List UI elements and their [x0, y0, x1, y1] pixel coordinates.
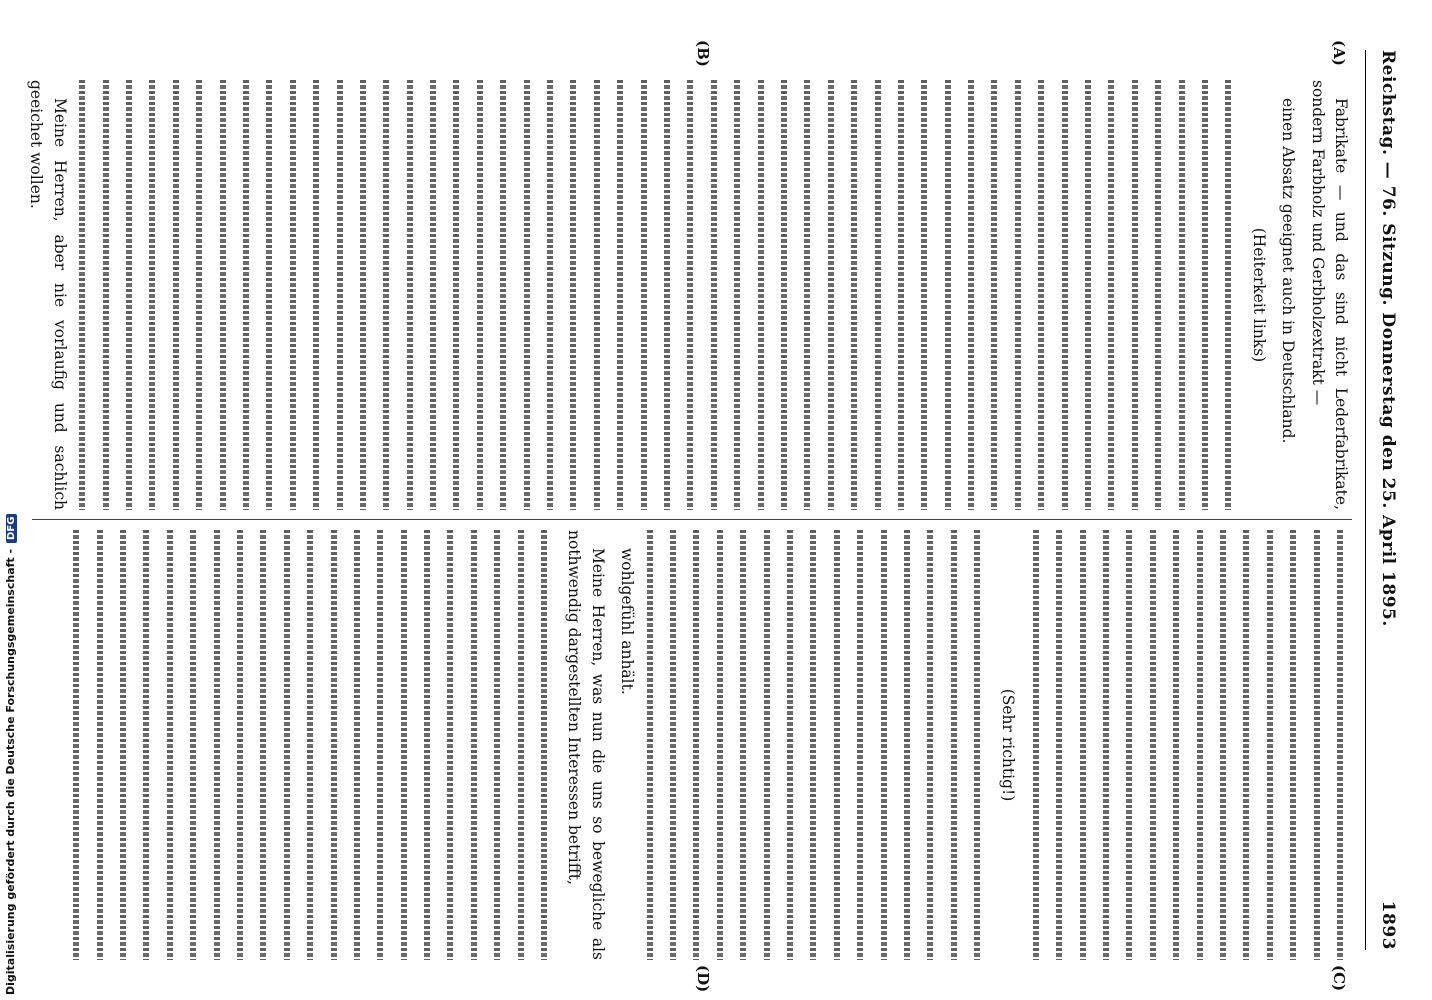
margin-marker-b: (B)	[694, 40, 712, 67]
header-rule	[1365, 50, 1366, 950]
paragraph: Meine Herren, was nun die uns so bewegliche als nothwendig dargestellten Interessen betrifft,	[565, 530, 607, 960]
margin-marker-d: (D)	[694, 965, 712, 993]
illegible-text-block	[638, 530, 989, 960]
footer-strip	[0, 0, 20, 1000]
interjection: (Heiterkeit links)	[1249, 227, 1268, 363]
dfg-logo: DFG	[6, 514, 17, 543]
paragraph: wohlgefühl anhält.	[618, 548, 637, 695]
digitization-credit	[4, 514, 17, 995]
column-divider	[32, 519, 1352, 520]
page-number: 1893	[1378, 900, 1398, 950]
illegible-text-block	[71, 80, 1241, 510]
credit-text: Digitalisierung gefördert durch die Deutsche Forschungsgemeinschaft -	[4, 548, 17, 995]
margin-marker-c: (C)	[1330, 965, 1348, 992]
right-column	[32, 530, 1352, 960]
left-column	[27, 80, 1352, 510]
illegible-text-block	[65, 530, 556, 960]
rotated-page	[12, 10, 1412, 993]
paragraph: Meine Herren, aber nie vorlaufig und sachlich geeichet wollen.	[27, 80, 69, 510]
interjection: (Sehr richtig!)	[998, 688, 1017, 802]
paragraph: einen Absatz geeignet auch in Deutschland.	[1279, 98, 1298, 444]
margin-marker-a: (A)	[1330, 40, 1348, 66]
illegible-text-block	[1025, 530, 1352, 960]
paragraph: Fabrikate — und das sind nicht Lederfabrikate, sondern Farbholz und Gerbholzextrakt —	[1308, 80, 1350, 510]
page-header	[1368, 50, 1398, 950]
header-title: Reichstag. — 76. Sitzung. Donnerstag den 25. April 1895.	[1378, 50, 1398, 627]
